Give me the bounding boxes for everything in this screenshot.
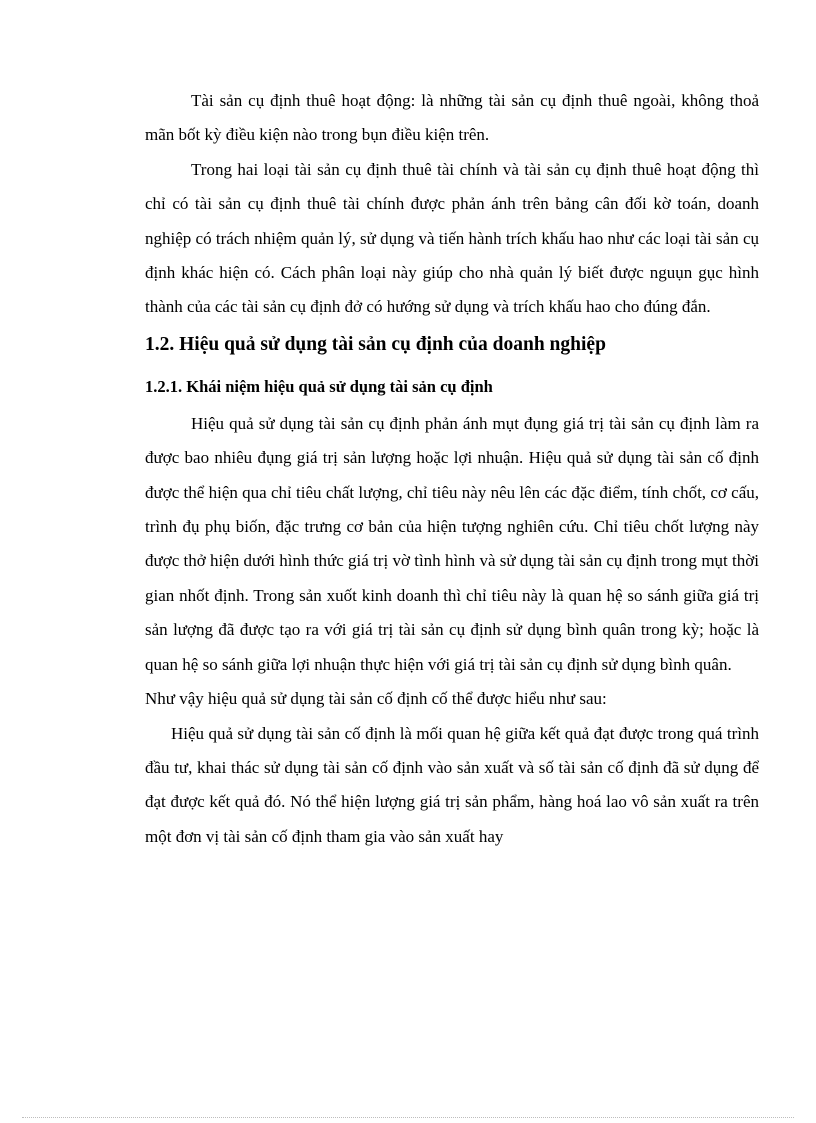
subsection-heading-1-2-1: 1.2.1. Khái niệm hiệu quả sử dụng tài sản cụ định xyxy=(145,376,493,396)
paragraph-thus: Như vậy hiệu quả sử dụng tài sản cố định cố thể được hiểu như sau: xyxy=(145,689,607,709)
page-bottom-divider xyxy=(22,1117,794,1118)
paragraph-efficiency-relation: Hiệu quả sử dụng tài sản cố định là mối quan hệ giữa kết quả đạt được trong quá trình đầu tư, khai thác sử dụng tài sản cố định vào sản xuất và số tài sản cố định đã sử dụng để đạt được kết quả đó. Nó thể hiện lượng giá trị sản phẩm, hàng hoá lao vô sản xuất ra trên một đơn vị tài sản cố định tham gia vào sản xuất hay xyxy=(145,723,759,846)
paragraph-operating-lease: Tài sản cụ định thuê hoạt động: là những tài sản cụ định thuê ngoài, không thoả mãn bốt kỳ điều kiện nào trong bụn điều kiện trên. xyxy=(145,91,759,145)
paragraph-lease-comparison: Trong hai loại tài sản cụ định thuê tài chính và tài sản cụ định thuê hoạt động thì chỉ có tài sản cụ định thuê tài chính được phản ánh trên bảng cân đối kờ toán, doanh nghiệp có trách nhiệm quản lý, sử dụng và tiến hành trích khấu hao như các loại tài sản cụ định khác hiện có. Cách phân loại này giúp cho nhà quản lý biết được nguụn gục hình thành của các tài sản cụ định đở có hướng sử dụng và trích khấu hao cho đúng đắn. xyxy=(145,159,759,317)
document-body xyxy=(145,84,759,854)
section-heading-1-2: 1.2. Hiệu quả sử dụng tài sản cụ định của doanh nghiệp xyxy=(145,333,606,355)
paragraph-efficiency-definition: Hiệu quả sử dụng tài sản cụ định phản ánh mụt đụng giá trị tài sản cụ định làm ra được bao nhiêu đụng giá trị sản lượng hoặc lợi nhuận. Hiệu quả sử dụng tài sản cố định được thể hiện qua chỉ tiêu chất lượng, chỉ tiêu này nêu lên các đặc điểm, tính chốt, cơ cấu, trình đụ phụ biốn, đặc trưng cơ bản của hiện tượng nghiên cứu. Chỉ tiêu chốt lượng này được thở hiện dưới hình thức giá trị vờ tình hình và sử dụng tài sản cụ định trong mụt thời gian nhốt định. Trong sản xuốt kinh doanh thì chỉ tiêu này là quan hệ so sánh giữa giá trị sản lượng đã được tạo ra với giá trị tài sản cụ định sử dụng bình quân trong kỳ; hoặc là quan hệ so sánh giữa lợi nhuận thực hiện với giá trị tài sản cụ định sử dụng bình quân. xyxy=(145,413,759,674)
